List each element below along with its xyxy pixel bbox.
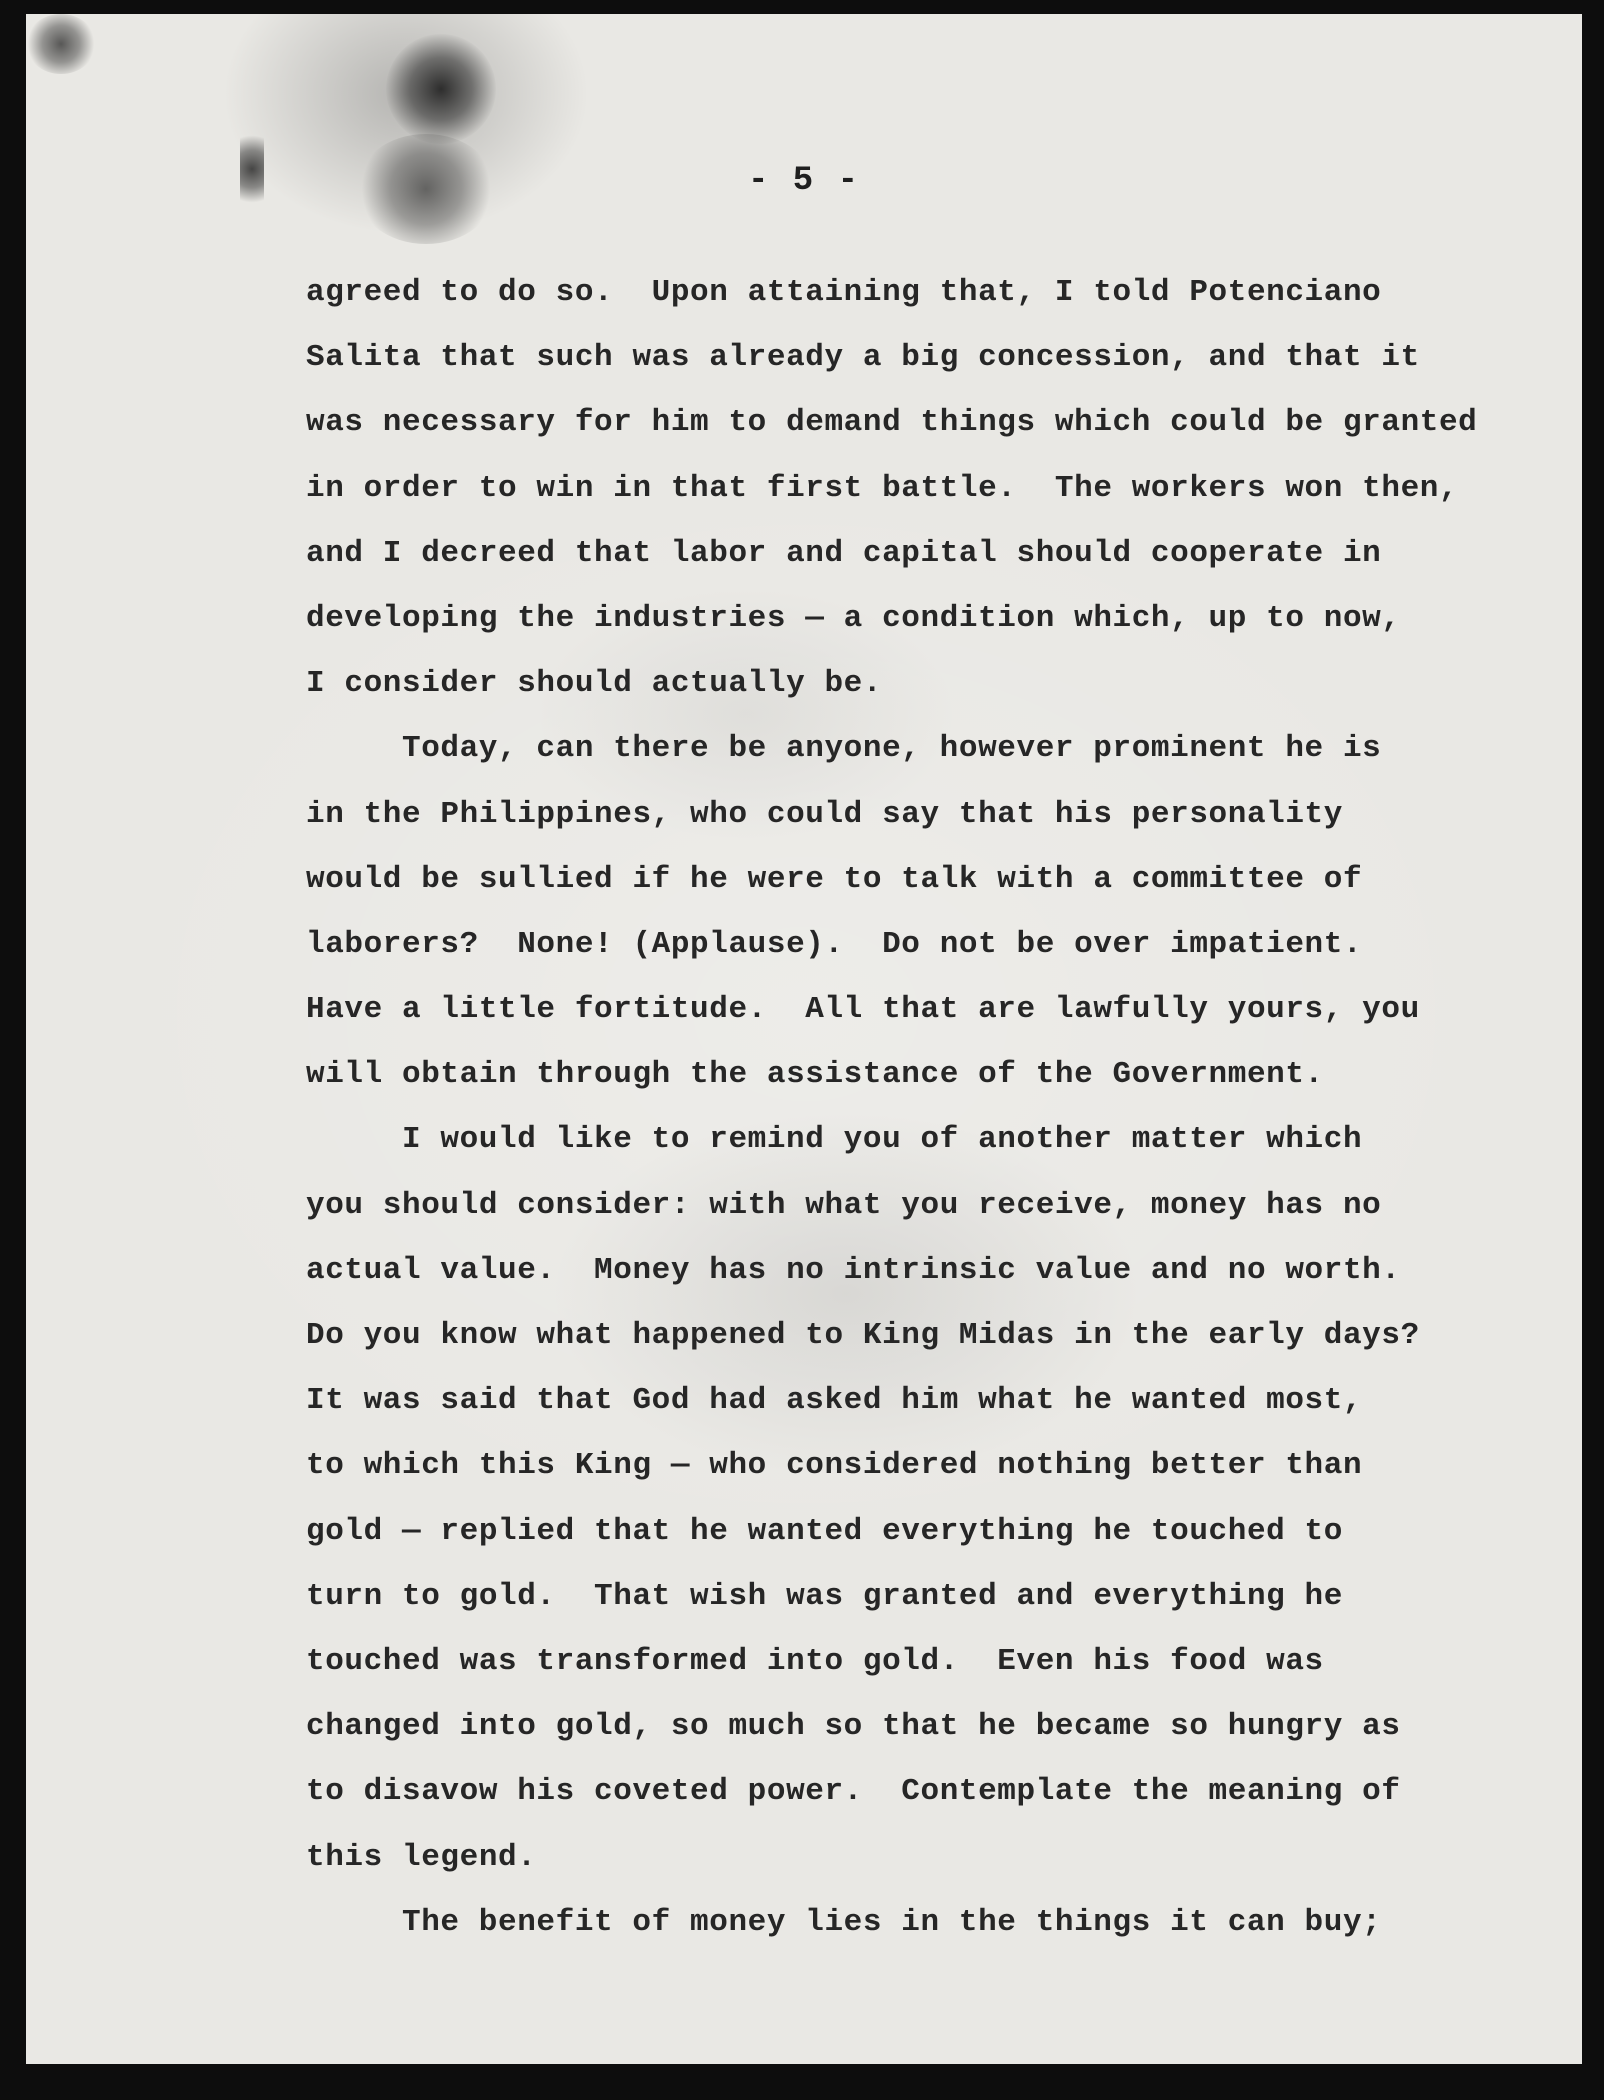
text-line: was necessary for him to demand things which could be granted	[306, 405, 1478, 441]
text-line: turn to gold. That wish was granted and everything he	[306, 1578, 1343, 1614]
text-line: to which this King — who considered nothing better than	[306, 1448, 1363, 1484]
text-line: changed into gold, so much so that he became so hungry as	[306, 1709, 1401, 1745]
text-line: actual value. Money has no intrinsic value and no worth.	[306, 1252, 1401, 1288]
text-line: would be sullied if he were to talk with a committee of	[306, 861, 1363, 897]
text-line: agreed to do so. Upon attaining that, I told Potenciano	[306, 275, 1382, 310]
text-line: gold — replied that he wanted everything he touched to	[306, 1513, 1343, 1549]
text-line: Have a little fortitude. All that are lawfully yours, you	[306, 992, 1420, 1028]
paragraph-start-line: Today, can there be anyone, however prominent he is	[402, 731, 1382, 767]
paragraph-start-line: The benefit of money lies in the things it can buy;	[402, 1904, 1382, 1940]
text-line: will obtain through the assistance of the Government.	[306, 1057, 1324, 1093]
text-line: developing the industries — a condition which, up to now,	[306, 600, 1401, 636]
text-line: you should consider: with what you receive, money has no	[306, 1187, 1382, 1223]
text-line: and I decreed that labor and capital should cooperate in	[306, 535, 1382, 571]
text-line: in order to win in that first battle. The workers won then,	[306, 470, 1459, 506]
text-line: this legend.	[306, 1839, 537, 1875]
ink-smudge	[26, 14, 96, 74]
text-line: It was said that God had asked him what he wanted most,	[306, 1383, 1363, 1419]
text-line: touched was transformed into gold. Even his food was	[306, 1643, 1324, 1679]
text-line: laborers? None! (Applause). Do not be over impatient.	[306, 926, 1363, 962]
ink-smudge	[386, 34, 496, 144]
paragraph-start-line: I would like to remind you of another matter which	[402, 1122, 1363, 1158]
text-line: Salita that such was already a big concession, and that it	[306, 340, 1420, 376]
document-page	[26, 14, 1582, 2064]
text-line: in the Philippines, who could say that his personality	[306, 796, 1343, 832]
body-text	[306, 260, 1556, 1955]
text-line: I consider should actually be.	[306, 666, 883, 702]
text-line: Do you know what happened to King Midas in the early days?	[306, 1318, 1420, 1353]
text-line: to disavow his coveted power. Contemplate the meaning of	[306, 1774, 1401, 1810]
page-number: - 5 -	[747, 162, 861, 200]
